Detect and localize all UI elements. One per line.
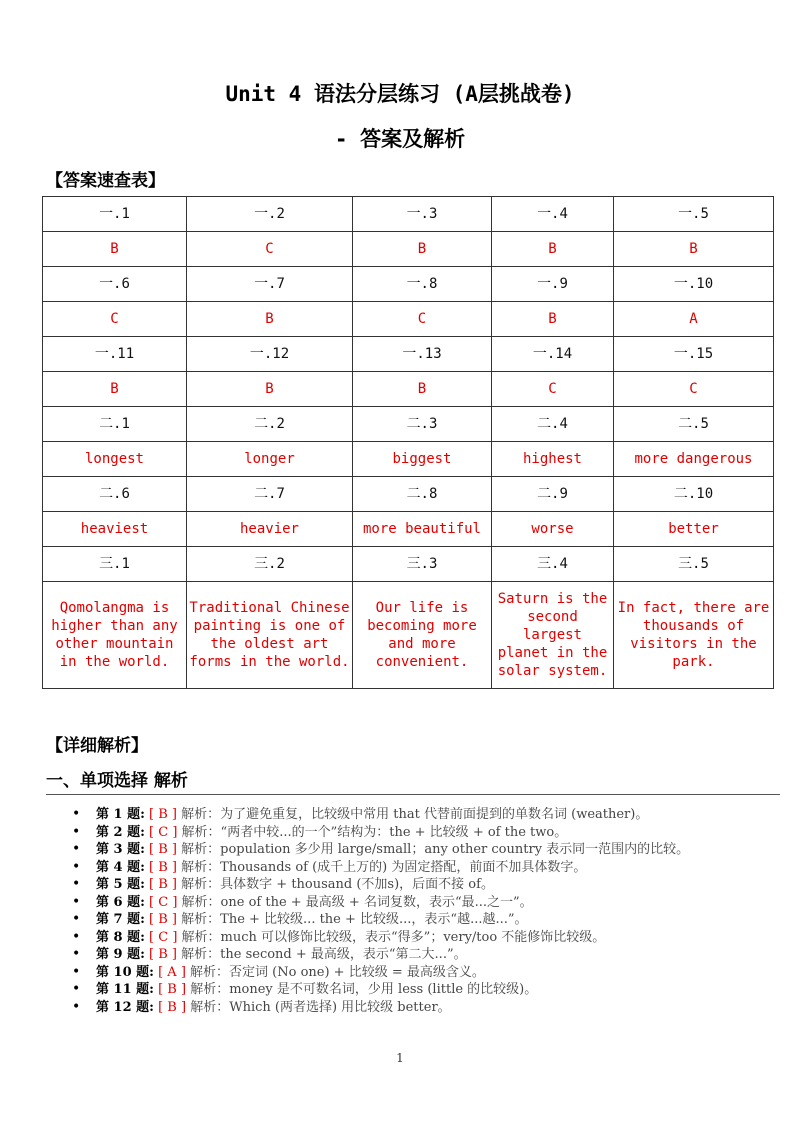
- page-title: Unit 4 语法分层练习 (A层挑战卷): [225, 82, 575, 106]
- label-row: [43, 407, 774, 442]
- question-number: 第 8 题:: [96, 929, 145, 945]
- answer-cell: C: [43, 302, 187, 337]
- answer-bracket: [ C ]: [149, 894, 178, 910]
- answer-cell: C: [187, 232, 353, 267]
- analysis-item: [72, 911, 762, 929]
- answer-bracket: [ B ]: [149, 877, 178, 892]
- answer-row: [43, 302, 774, 337]
- answer-cell: C: [492, 372, 614, 407]
- answer-cell: B: [353, 372, 492, 407]
- answer-cell: Saturn is the second largest planet in the solar system.: [492, 582, 614, 689]
- page-number: 1: [396, 1051, 404, 1065]
- detail-heading: 【详细解析】: [46, 736, 148, 756]
- question-number: 第 7 题:: [96, 912, 145, 927]
- answer-bracket: [ C ]: [149, 824, 178, 840]
- question-number: 第 2 题:: [96, 824, 145, 840]
- answer-cell: more dangerous: [614, 442, 774, 477]
- question-label-cell: 三.5: [614, 547, 774, 582]
- answer-bracket: [ B ]: [158, 999, 187, 1015]
- answer-cell: highest: [492, 442, 614, 477]
- answer-cell: C: [614, 372, 774, 407]
- analysis-item: [72, 841, 762, 859]
- answer-row: [43, 372, 774, 407]
- analysis-item: [72, 876, 762, 894]
- question-label-cell: 二.10: [614, 477, 774, 512]
- analysis-item: [72, 859, 762, 877]
- question-number: 第 12 题:: [96, 999, 154, 1015]
- question-label-cell: 一.1: [43, 197, 187, 232]
- question-label-cell: 二.7: [187, 477, 353, 512]
- answer-cell: Qomolangma is higher than any other mountain in the world.: [43, 582, 187, 689]
- answer-cell: B: [353, 232, 492, 267]
- question-label-cell: 一.8: [353, 267, 492, 302]
- answer-bracket: [ B ]: [149, 859, 178, 875]
- analysis-text: 解析：“两者中较...的一个”结构为：the + 比较级 + of the two。: [181, 824, 568, 840]
- answer-cell: In fact, there are thousands of visitors in the park.: [614, 582, 774, 689]
- question-number: 第 5 题:: [96, 877, 145, 892]
- question-label-cell: 二.3: [353, 407, 492, 442]
- question-label-cell: 一.6: [43, 267, 187, 302]
- section1-heading: 一、单项选择 解析: [46, 766, 780, 795]
- answer-cell: B: [492, 232, 614, 267]
- answer-cell: A: [614, 302, 774, 337]
- answer-table: [42, 196, 774, 689]
- question-number: 第 1 题:: [96, 807, 145, 822]
- answer-cell: longest: [43, 442, 187, 477]
- analysis-item: [72, 999, 762, 1017]
- answer-cell: B: [614, 232, 774, 267]
- question-label-cell: 一.13: [353, 337, 492, 372]
- analysis-text: 解析：具体数字 + thousand (不加s)，后面不接 of。: [181, 877, 494, 892]
- question-label-cell: 一.14: [492, 337, 614, 372]
- question-label-cell: 一.10: [614, 267, 774, 302]
- question-label-cell: 二.8: [353, 477, 492, 512]
- question-label-cell: 二.9: [492, 477, 614, 512]
- answer-bracket: [ C ]: [149, 929, 178, 945]
- answer-bracket: [ A ]: [158, 964, 186, 980]
- question-label-cell: 二.5: [614, 407, 774, 442]
- question-label-cell: 一.9: [492, 267, 614, 302]
- question-label-cell: 三.3: [353, 547, 492, 582]
- question-label-cell: 一.15: [614, 337, 774, 372]
- analysis-item: [72, 946, 762, 964]
- answer-cell: longer: [187, 442, 353, 477]
- label-row: [43, 547, 774, 582]
- answer-cell: heaviest: [43, 512, 187, 547]
- answer-row: [43, 582, 774, 689]
- question-number: 第 3 题:: [96, 842, 145, 857]
- analysis-text: 解析：much 可以修饰比较级，表示“得多”；very/too 不能修饰比较级。: [181, 929, 606, 945]
- question-label-cell: 二.1: [43, 407, 187, 442]
- analysis-text: 解析：否定词 (No one) + 比较级 = 最高级含义。: [190, 964, 485, 980]
- question-label-cell: 二.6: [43, 477, 187, 512]
- answer-cell: C: [353, 302, 492, 337]
- answer-bracket: [ B ]: [149, 842, 178, 857]
- answer-bracket: [ B ]: [158, 982, 187, 997]
- analysis-item: [72, 981, 762, 999]
- label-row: [43, 337, 774, 372]
- answer-cell: better: [614, 512, 774, 547]
- label-row: [43, 477, 774, 512]
- answer-bracket: [ B ]: [149, 947, 178, 962]
- question-label-cell: 一.12: [187, 337, 353, 372]
- analysis-list: [72, 806, 762, 1016]
- analysis-text: 解析：the second + 最高级，表示“第二大...”。: [181, 947, 467, 962]
- question-label-cell: 一.7: [187, 267, 353, 302]
- answer-cell: biggest: [353, 442, 492, 477]
- question-label-cell: 三.1: [43, 547, 187, 582]
- question-number: 第 9 题:: [96, 947, 145, 962]
- answer-cell: B: [43, 232, 187, 267]
- analysis-text: 解析：one of the + 最高级 + 名词复数，表示“最...之一”。: [181, 894, 533, 910]
- label-row: [43, 197, 774, 232]
- analysis-item: [72, 824, 762, 842]
- analysis-text: 解析：为了避免重复，比较级中常用 that 代替前面提到的单数名词 (weather)。: [181, 807, 649, 822]
- answer-cell: B: [43, 372, 187, 407]
- analysis-text: 解析：population 多少用 large/small；any other country 表示同一范围内的比较。: [181, 842, 690, 857]
- question-number: 第 10 题:: [96, 964, 154, 980]
- label-row: [43, 267, 774, 302]
- question-number: 第 4 题:: [96, 859, 145, 875]
- analysis-text: 解析：Thousands of (成千上万的) 为固定搭配，前面不加具体数字。: [181, 859, 587, 875]
- analysis-item: [72, 806, 762, 824]
- question-number: 第 6 题:: [96, 894, 145, 910]
- question-label-cell: 三.2: [187, 547, 353, 582]
- answer-row: [43, 442, 774, 477]
- analysis-item: [72, 929, 762, 947]
- analysis-text: 解析：money 是不可数名词，少用 less (little 的比较级)。: [190, 982, 538, 997]
- question-label-cell: 一.5: [614, 197, 774, 232]
- page-subtitle: - 答案及解析: [334, 127, 466, 151]
- answer-bracket: [ B ]: [149, 912, 178, 927]
- answer-cell: worse: [492, 512, 614, 547]
- answer-cell: heavier: [187, 512, 353, 547]
- question-label-cell: 一.3: [353, 197, 492, 232]
- question-number: 第 11 题:: [96, 982, 154, 997]
- question-label-cell: 一.2: [187, 197, 353, 232]
- answer-cell: Traditional Chinese painting is one of the oldest art forms in the world.: [187, 582, 353, 689]
- answer-cell: B: [187, 372, 353, 407]
- analysis-item: [72, 894, 762, 912]
- question-label-cell: 一.11: [43, 337, 187, 372]
- answer-cell: B: [492, 302, 614, 337]
- quick-table-heading: 【答案速查表】: [46, 171, 165, 191]
- analysis-text: 解析：Which (两者选择) 用比较级 better。: [190, 999, 451, 1015]
- answer-row: [43, 232, 774, 267]
- question-label-cell: 三.4: [492, 547, 614, 582]
- analysis-text: 解析：The + 比较级... the + 比较级...，表示“越...越...”。: [181, 912, 528, 927]
- answer-bracket: [ B ]: [149, 807, 178, 822]
- question-label-cell: 二.2: [187, 407, 353, 442]
- analysis-item: [72, 964, 762, 982]
- question-label-cell: 二.4: [492, 407, 614, 442]
- question-label-cell: 一.4: [492, 197, 614, 232]
- answer-cell: B: [187, 302, 353, 337]
- answer-cell: more beautiful: [353, 512, 492, 547]
- answer-cell: Our life is becoming more and more convenient.: [353, 582, 492, 689]
- answer-row: [43, 512, 774, 547]
